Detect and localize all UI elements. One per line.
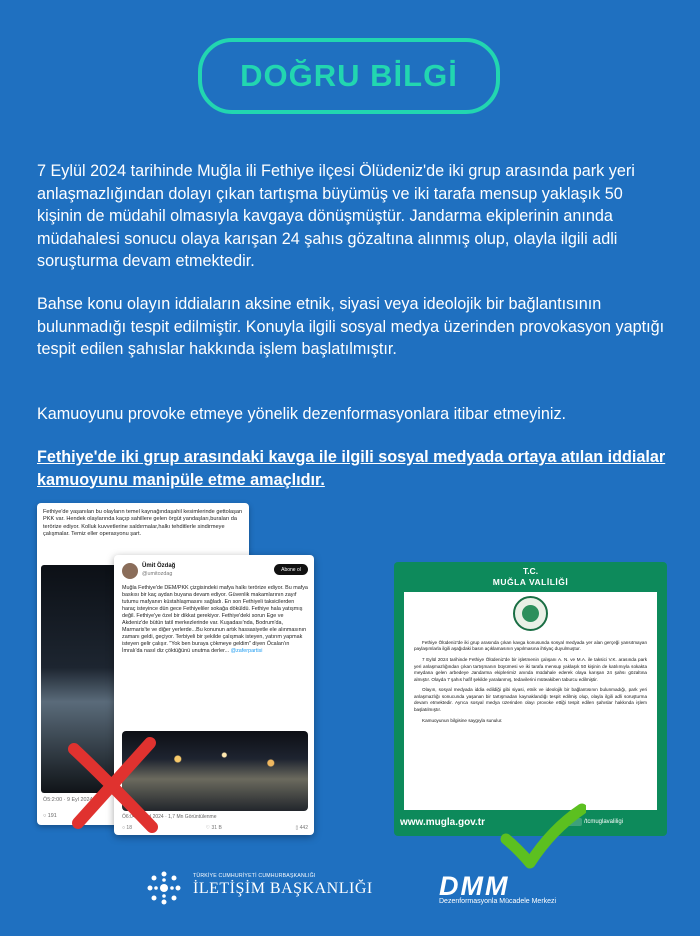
post2-date: Ö6:04 · 9 Eyl 2024 · 1,7 Mn Görüntülenme	[122, 814, 217, 820]
post1-stats: ○ 191	[43, 813, 57, 819]
logo1-subtitle: TÜRKİYE CUMHURİYETİ CUMHURBAŞKANLIĞI	[193, 873, 316, 879]
post2-author-handle: @umitozdag	[142, 571, 173, 577]
bookmark-count: ▯ 442	[295, 825, 308, 831]
green-check-icon	[500, 803, 586, 869]
dmm-logo-subtitle: Dezenformasyonla Mücadele Merkezi	[439, 898, 557, 905]
statement-org: MUĞLA VALİLİĞİ	[492, 577, 569, 587]
statement-social-handle: /tcmuglavaliligi	[584, 819, 624, 825]
governorate-seal-icon	[513, 596, 548, 631]
paragraph-warning: Kamuoyunu provoke etmeye yönelik dezenformasyonlara itibar etmeyiniz.	[37, 405, 567, 423]
paragraph-conclusion: Fethiye'de iki grup arasındaki kavga ile ilgili sosyal medyada ortaya atılan iddialar kamuoyunu manipüle etme amaçlıdır.	[37, 448, 666, 489]
post2-text: Muğla Fethiye'de DEM/PKK çizgisindeki mafya halkı terörize ediyor. Bu mafya baskısı bir kaç aydan buyana devam ediyor. Güvenlik makamlarının zayıf tutumu mafyanın küstahlaşmasını sağladı. En son Fethiyeli taksicilerden haraç isteyince dün gece Fethiyeliler sokağa döküldü. Fethiye hala yatışmış değil. Fethiye'ye özel bir dikkat gerekiyor. Fethiye'deki sorun Ege ve Akdeniz'de bütün tatil merkezlerinde var. Kuşadası'nda, Bodrum'da, Marmaris'te ve diğer yerlerde...Bu konunun artık hassasiyetle ele alınmasının zamanı geldi, geçiyor. Terbiyeli bir şekilde çalışmak isteyen, yatırım yapmak isteyen gelir çalışır. "Yok ben buraya çökmeye geldim" diyen Öcalan'ın İmralı'da nasıl diz çöktüğünü unutma derler... @zaferpartisi	[122, 585, 308, 654]
post2-follow-button: Abone ol	[274, 564, 308, 575]
iletisim-star-logo-icon	[142, 866, 186, 910]
statement-page	[404, 592, 657, 810]
paragraph-incident: 7 Eylül 2024 tarihinde Muğla ili Fethiye ilçesi Ölüdeniz'de iki grup arasında park yeri anlaşmazlığından dolayı çıkan tartışma büyümüş ve iki tarafa mensup yaklaşık 50 kişinin de müdahil olmasıyla kavgaya dönüşmüştür. Jandarma ekiplerinin anında müdahalesi sonucu olaya karışan 24 şahıs gözaltına alınmış olup, olayla ilgili adli soruşturma devam etmektedir.	[37, 162, 635, 270]
statement-url: www.mugla.gov.tr	[400, 817, 486, 828]
reply-count: ○ 18	[122, 825, 132, 831]
red-cross-icon	[66, 735, 162, 833]
dmm-logo: DMM	[439, 871, 510, 901]
like-count: ♡ 31 B	[205, 825, 222, 831]
statement-body: Fethiye Ölüdeniz'de iki grup arasında çıkan kavga konusunda sosyal medyada yer alan gerçeği yansıtmayan paylaşımlarla ilgili aşağıdaki basın açıklamasının yapılmasına ihtiyaç duyulmuştur. 7 Eylül 2024 tarihinde Fethiye Ölüdeniz'de bir işletmenin çalışanı A. N. ve M.A. ile taksici V.K. arasında park yeri anlaşmazlığından çıkan tartışmanın büyümesi ve iki tarafa mensup yaklaşık 50 kişinin de katılımıyla sokakta meydana gelen arbedeye Jandarma ekiplerimiz anında müdahale ederek olaya karışan 24 şahsı gözaltına almıştır. Olayda 7 şahıs hafif şekilde yaralanmış, tedavilerini müteakiben taburcu edilmiştir. Olayın, sosyal medyada iddia edildiği gibi siyasi, etnik ve ideolojik bir bağlantısının bulunmadığı, park yeri anlaşmazlığı sonucunda yaşanan bir tartışmadan kaynaklandığı tespit edilmiş olup, olayla ilgili adli soruşturma devam etmektedir. Ayrıca sosyal medya üzerinden olayı provoke ettiği tespit edilen şahıslar hakkında işlem başlatılmıştır. Kamuoyunun bilgisine saygıyla sunulur.	[414, 640, 647, 723]
page-title: DOĞRU BİLGİ	[240, 58, 458, 93]
statement-tc: T.C.	[522, 566, 539, 576]
post2-author-name: Ümit Özdağ	[142, 563, 176, 569]
post2-mention-link: @zaferpartisi	[230, 648, 263, 654]
paragraph-finding: Bahse konu olayın iddiaların aksine etnik, siyasi veya ideolojik bir bağlantısının bulunmadığı tespit edilmiştir. Konuyla ilgili sosyal medya üzerinden provokasyon yaptığı tespit edilen şahıslar hakkında işlem başlatılmıştır.	[37, 295, 665, 358]
header-bubble	[198, 38, 500, 114]
avatar	[122, 563, 138, 579]
logo1-title: İLETİŞİM BAŞKANLIĞI	[193, 880, 373, 897]
comment-icon: ○	[43, 813, 48, 819]
governorate-statement	[394, 562, 667, 836]
post1-text: Fethiye'de yaşanılan bu olayların temel kaynağındaşahil kesimlerinde gettolaşan PKK var. Hendek olaylarında kaçıp sahillere gelen örgüt yandaşları,buraları da terörize ediyor. Kolluk kuvvetlerine saldırmalar,halkı tehditlerle sindirmeye çalışmalar. Temiz eller operasyonu şart.	[43, 509, 243, 538]
post1-date: Ö5:2:00 · 9 Eyl 2024 ·	[43, 797, 96, 803]
